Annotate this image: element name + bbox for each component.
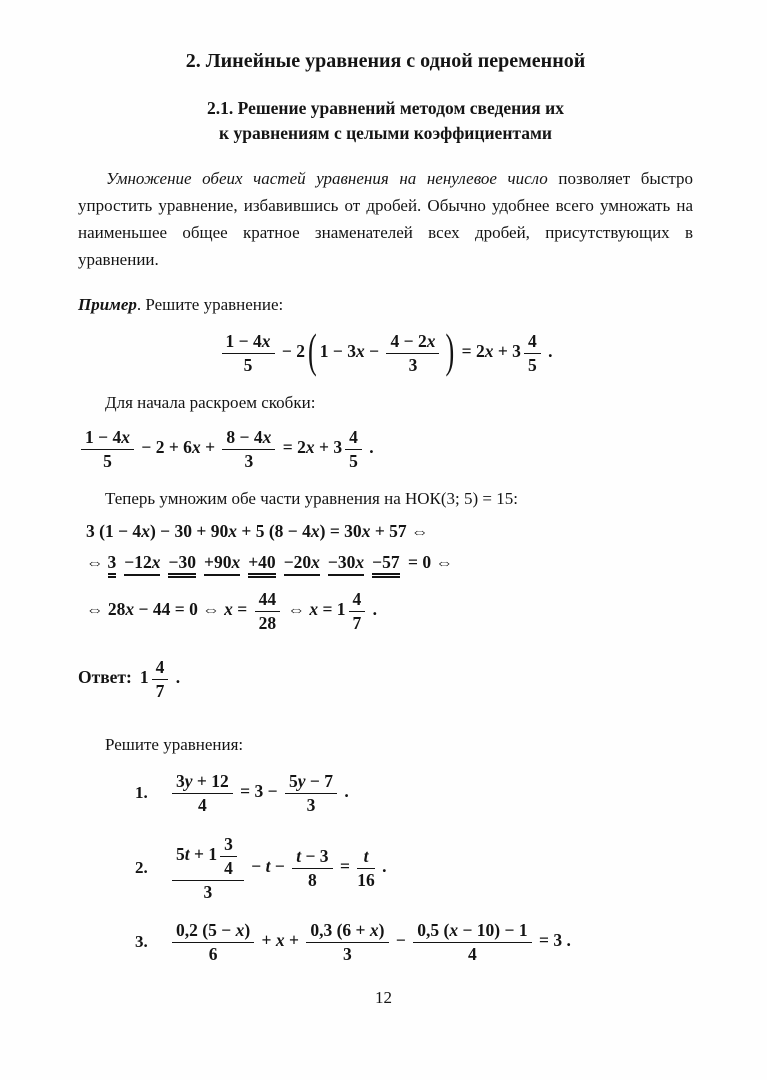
section-subtitle: [78, 96, 693, 146]
example-caption: [78, 295, 693, 315]
mult-equation-line2: ⇔ 3 −12x −30 +90x +40 −20x −30x −57 = 0 ⇔: [86, 552, 693, 578]
subtitle-line-1: 2.1. Решение уравнений методом сведения их: [207, 98, 564, 118]
exercise-number-3: 3.: [135, 932, 148, 951]
step1-caption: Для начала раскроем скобки:: [105, 393, 316, 413]
answer-formula: 1 $\frac{4}{7}$ .: [139, 657, 181, 702]
mult-equation-line3: ⇔ 28x − 44 = 0 ⇔ x = $\frac{44}{28}$ ⇔ x = 1 $\frac{4}{7}$ .: [86, 588, 378, 633]
example-label: Пример: [78, 295, 137, 314]
example-caption-text: . Решите уравнение:: [136, 295, 284, 314]
page-number: 12: [375, 988, 392, 1007]
exercises-heading: Решите уравнения:: [105, 735, 244, 755]
page-title: 2. Линейные уравнения с одной переменной: [185, 50, 586, 72]
exercise-2-formula: 5t + 1 $\frac{3}{4}$ 3 − t − $\frac{t - 3}{8}$ = $\frac{t}{16}$ .: [169, 834, 387, 902]
exercise-1-formula: $\frac{3y + 12}{4}$ = 3 − $\frac{5y - 7}{3}$ .: [169, 771, 349, 815]
intro-italic-lead: Умножение обеих частей уравнения на ненулевое число: [106, 169, 548, 188]
expanded-equation: $\frac{1 - 4x}{5}$ − 2 + 6x + $\frac{8 - 4x}{3}$ = 2x + 3 $\frac{4}{5}$ .: [78, 427, 693, 471]
step2-caption: Теперь умножим обе части уравнения на НОК(3; 5) = 15:: [105, 488, 518, 508]
main-equation: $\frac{1 - 4x}{5}$ − 2 ( 1 − 3x − $\frac{4 - 2x}{3}$ ) = 2x + 3 $\frac{4}{5}$ .: [78, 331, 693, 375]
answer-label: Ответ:: [78, 667, 132, 688]
exercise-number-2: 2.: [135, 857, 148, 877]
exercise-3-formula: $\frac{0,2 (5 - x)}{6}$ + x + $\frac{0,3 (6 + x)}{3}$ − $\frac{0,5 (x - 10) - 1}{4}$ = 3 .: [169, 920, 571, 964]
exercise-number-1: 1.: [135, 783, 148, 803]
mult-equation-line1: 3 (1 − 4x) − 30 + 90x + 5 (8 − 4x) = 30x + 57 ⇔: [86, 520, 429, 541]
exercise-row-3: [135, 920, 693, 964]
exercise-row-2: [135, 834, 693, 902]
answer-line: [78, 657, 693, 701]
exercise-row-1: [135, 771, 693, 815]
intro-rest: позволяет быстро упростить уравнение, избавившись от дробей. Обычно удобнее всего умножать на наименьшее общее кратное знаменателей всех дробей, присутствующих в уравнении.: [78, 169, 693, 269]
subtitle-line-2: к уравнениям с целыми коэффициентами: [219, 123, 552, 143]
intro-paragraph: [78, 165, 693, 273]
